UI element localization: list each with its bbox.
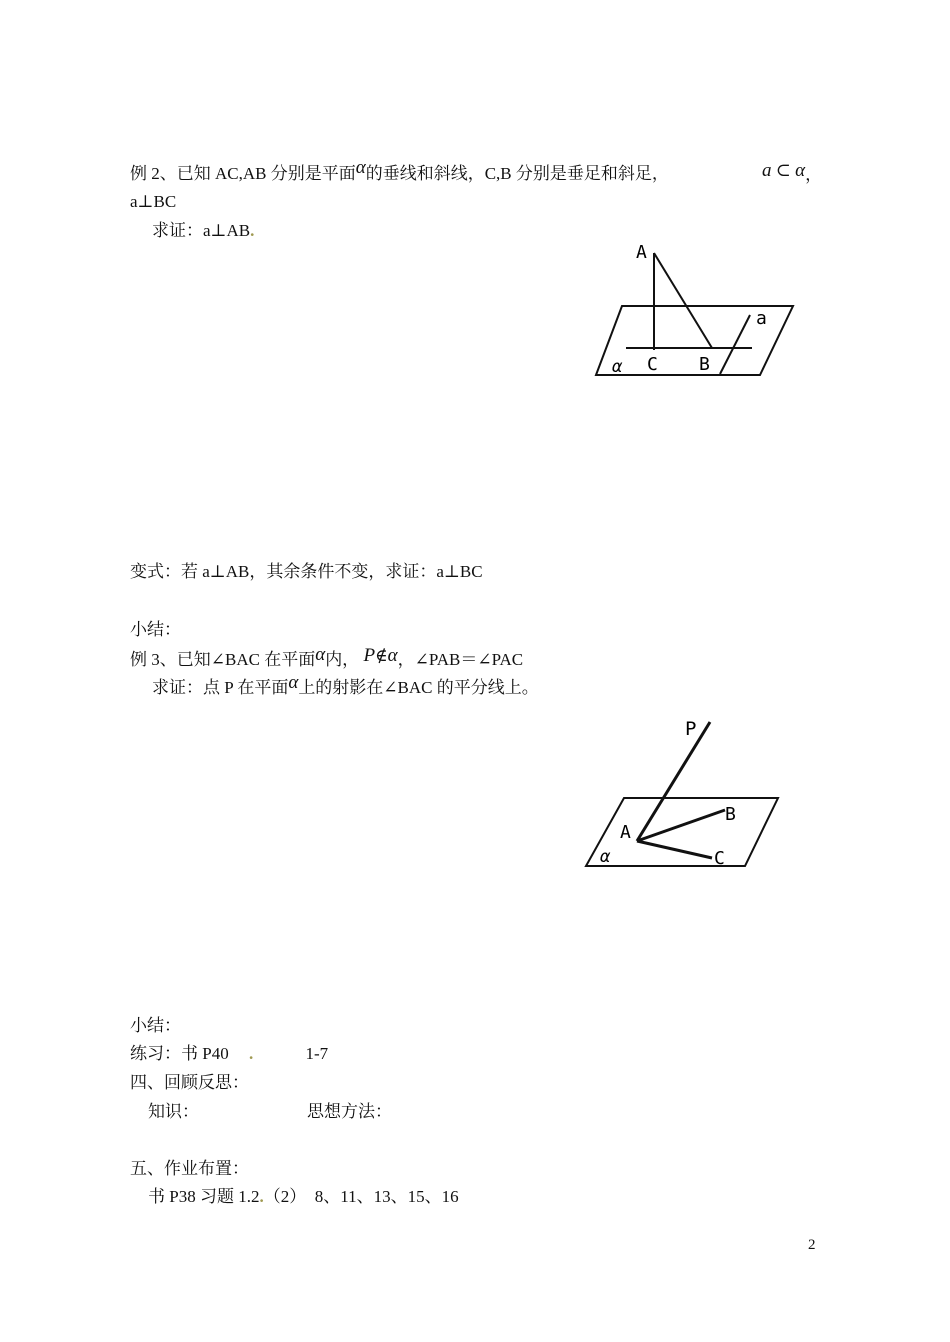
prove-dot: . [250, 221, 255, 240]
label-B: B [725, 804, 736, 825]
label-B: B [699, 354, 710, 375]
homework-dot: . [259, 1187, 264, 1206]
prove-text-b: 上的射影在∠BAC 的平分线上。 [298, 678, 539, 697]
example3-text-c: ，∠PAB＝∠PAC [397, 650, 524, 669]
summary-1: 小结： [130, 620, 181, 639]
cond-alpha: α [795, 160, 806, 181]
label-C: C [714, 848, 725, 869]
alpha-symbol: α [315, 644, 326, 665]
alpha-symbol: α [355, 157, 366, 178]
cond-notin: ∉ [375, 646, 388, 665]
example2-text-a: 例 2、已知 AC,AB 分别是平面 [130, 164, 356, 183]
cond-subset: ⊂ [775, 160, 791, 180]
method-label: 思想方法： [307, 1102, 392, 1121]
prove-text-a: 求证：点 P 在平面 [152, 678, 289, 697]
example3-line1 [130, 644, 524, 670]
example2-prove [152, 221, 254, 241]
example2-condition [762, 160, 823, 184]
plane-alpha [586, 798, 778, 866]
alpha-symbol: α [288, 672, 299, 693]
homework-b: （2） 8、11、13、15、16 [263, 1187, 459, 1206]
label-alpha: α [600, 847, 611, 867]
example2-line1 [130, 157, 669, 184]
cond-a: a [762, 160, 772, 181]
line-AC [637, 841, 712, 858]
prove-text: 求证：a⊥AB [152, 221, 251, 240]
line-AB [654, 253, 712, 348]
cond-alpha: α [387, 645, 398, 666]
cond-comma: ， [805, 165, 823, 184]
knowledge-label: 知识： [148, 1102, 199, 1121]
homework [148, 1187, 459, 1207]
label-P: P [685, 718, 697, 740]
summary-2: 小结： [130, 1016, 181, 1035]
section-4-title: 四、回顾反思： [130, 1073, 249, 1092]
line-AP [637, 722, 710, 841]
line-a [720, 315, 750, 374]
example2-line2: a⊥BC [130, 192, 177, 211]
section-5-title: 五、作业布置： [130, 1159, 249, 1178]
cond-p: P [363, 645, 376, 666]
figure-angle-projection [580, 710, 790, 875]
example3-prove [152, 672, 539, 698]
variant-text: 变式：若 a⊥AB，其余条件不变，求证：a⊥BC [130, 562, 483, 581]
example3-text-a: 例 3、已知∠BAC 在平面 [130, 650, 316, 669]
example3-text-b: 内， [325, 650, 360, 669]
page-number: 2 [808, 1237, 816, 1253]
example2-text-b: 的垂线和斜线，C,B 分别是垂足和斜足， [365, 164, 669, 183]
line-AB [637, 810, 725, 841]
practice-range: 1-7 [305, 1044, 329, 1063]
homework-a: 书 P38 习题 1.2 [148, 1187, 260, 1206]
figure-plane-perpendicular [590, 235, 800, 385]
label-A: A [636, 242, 647, 263]
label-alpha: α [612, 357, 623, 377]
label-C: C [647, 354, 658, 375]
practice-label: 练习：书 P40 [130, 1044, 229, 1063]
label-a: a [756, 308, 767, 329]
practice-dot: . [248, 1044, 254, 1063]
practice [130, 1044, 328, 1064]
label-A: A [620, 822, 631, 843]
